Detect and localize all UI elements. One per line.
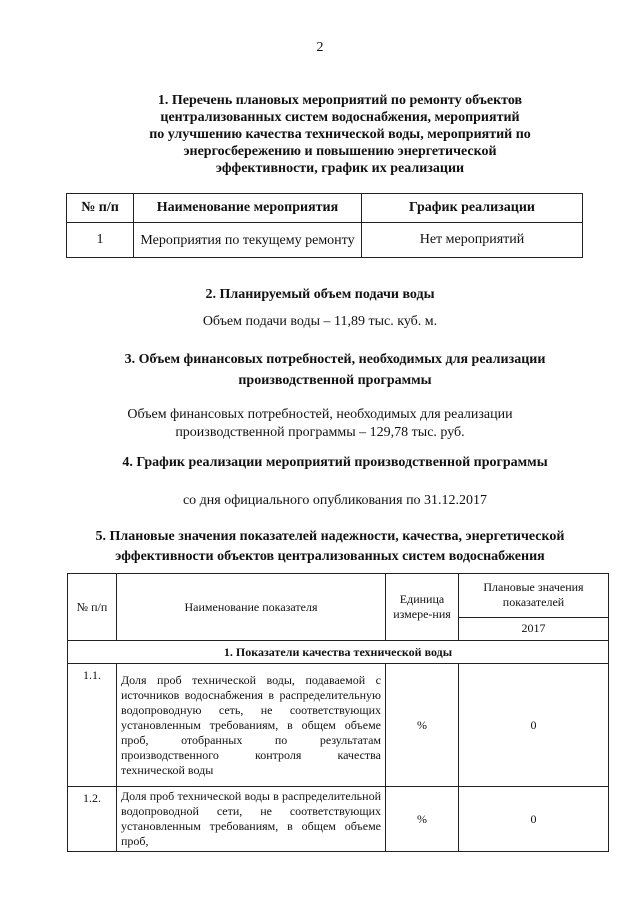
indicators-table: [67, 573, 609, 852]
table-header-row: [67, 194, 583, 223]
section5-title: [60, 527, 600, 567]
section1-title: [120, 92, 560, 177]
column-header-year: 2017: [459, 617, 609, 640]
cell-unit: %: [386, 664, 459, 787]
cell-indicator: Доля проб технической воды в распределительной водопроводной сети, не соответствующих установленным требованиям, в общем объеме проб,: [117, 787, 386, 852]
section1-title-line: энергосбережению и повышению энергетической: [183, 144, 497, 159]
cell-activity: Мероприятия по текущему ремонту: [134, 223, 362, 258]
schedule-text: со дня официального опубликования по 31.12.2017: [182, 493, 488, 508]
section1-title-line: 1. Перечень плановых мероприятий по ремонту объектов: [157, 93, 523, 108]
financial-needs-text: [100, 406, 540, 442]
section3-title-line: производственной программы: [238, 373, 432, 388]
section3-title: [95, 349, 575, 391]
section1-title-line: эффективности, график их реализации: [215, 161, 465, 176]
table-header-row: [68, 574, 609, 618]
column-header-number: № п/п: [67, 194, 134, 223]
table-group-row: [68, 641, 609, 664]
cell-number: 1.2.: [68, 787, 117, 852]
cell-number: 1.1.: [68, 664, 117, 787]
table-row: [68, 664, 609, 787]
activities-table: [66, 193, 583, 258]
cell-indicator: Доля проб технической воды, подаваемой с источников водоснабжения в распределительную водопроводную сеть, не соответствующих установленным требованиям, в общем объеме проб, отобранных по результатам производственного контроля качества технической воды: [117, 664, 386, 787]
section4-title: 4. График реализации мероприятий производственной программы: [122, 455, 548, 470]
section3-title-line: 3. Объем финансовых потребностей, необходимых для реализации: [124, 352, 546, 367]
section5-title-line: 5. Плановые значения показателей надежности, качества, энергетической: [95, 529, 565, 544]
column-header-unit: Единица измере-ния: [386, 574, 459, 641]
financial-needs-line: производственной программы – 129,78 тыс. руб.: [175, 425, 465, 440]
cell-value: 0: [459, 664, 609, 787]
section1-title-line: по улучшению качества технической воды, мероприятий по: [149, 127, 531, 142]
column-header-plan: Плановые значения показателей: [459, 574, 609, 618]
section1-title-line: централизованных систем водоснабжения, мероприятий: [160, 110, 520, 125]
column-header-activity: Наименование мероприятия: [134, 194, 362, 223]
cell-value: 0: [459, 787, 609, 852]
group-title: 1. Показатели качества технической воды: [68, 641, 609, 664]
cell-schedule: Нет мероприятий: [362, 223, 583, 258]
financial-needs-line: Объем финансовых потребностей, необходимых для реализации: [127, 407, 513, 422]
column-header-indicator: Наименование показателя: [117, 574, 386, 641]
table-row: [67, 223, 583, 258]
column-header-schedule: График реализации: [362, 194, 583, 223]
table-row: [68, 787, 609, 852]
section5-title-line: эффективности объектов централизованных систем водоснабжения: [115, 549, 545, 564]
water-volume-text: Объем подачи воды – 11,89 тыс. куб. м.: [202, 314, 438, 329]
section2-title: 2. Планируемый объем подачи воды: [205, 287, 435, 302]
page-number: 2: [316, 40, 324, 55]
cell-unit: %: [386, 787, 459, 852]
cell-number: 1: [67, 223, 134, 258]
column-header-number: № п/п: [68, 574, 117, 641]
